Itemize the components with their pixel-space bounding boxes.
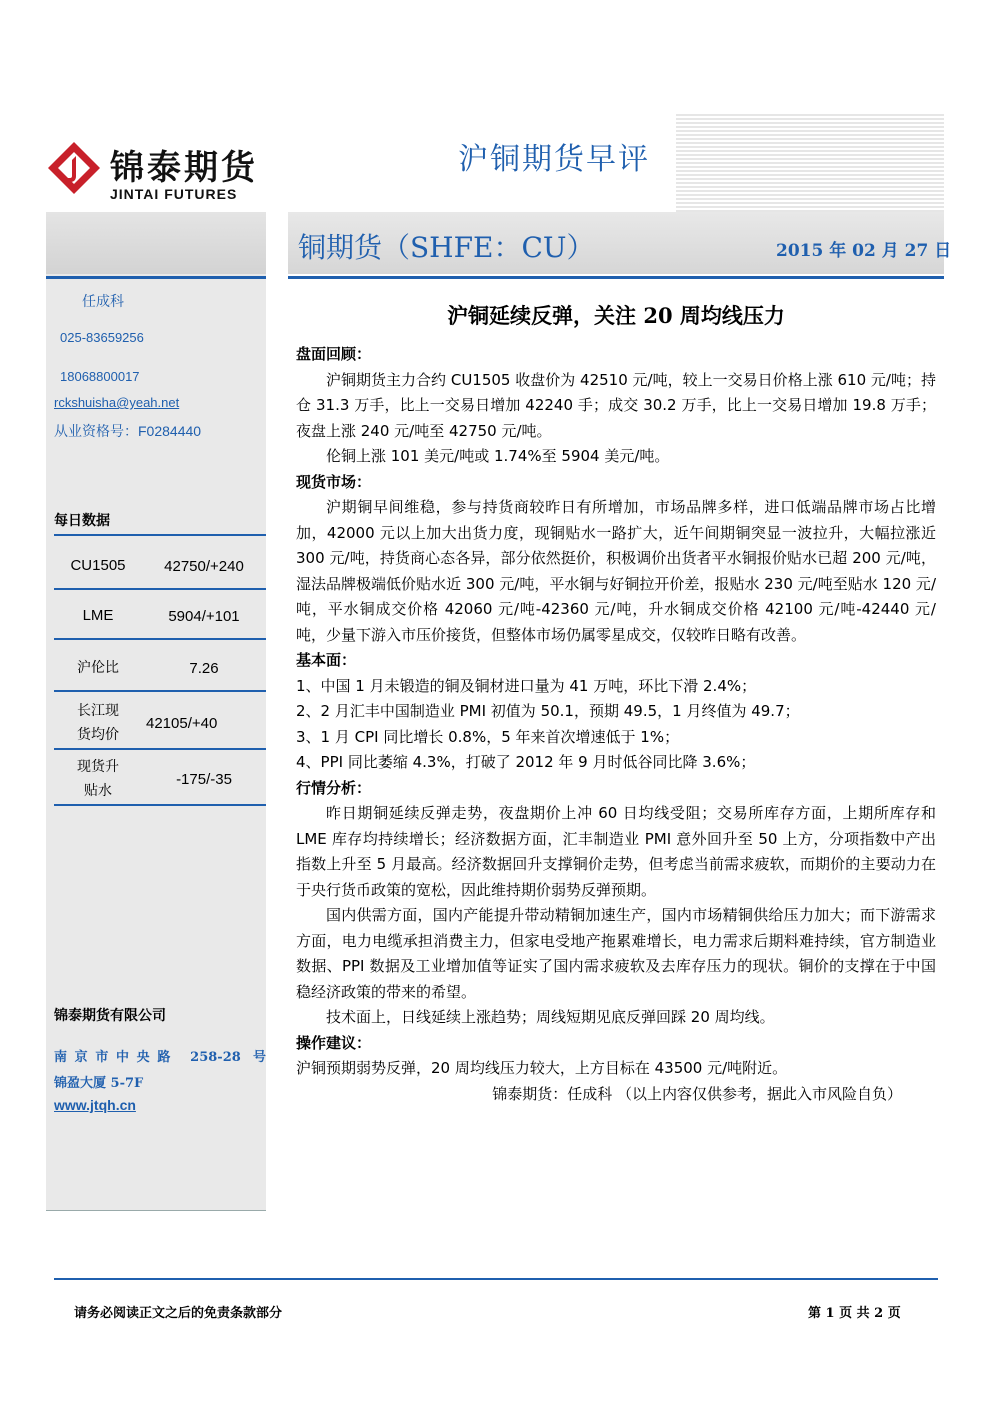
title-band-divider (288, 276, 944, 279)
logo-chinese-name: 锦泰期货 (110, 148, 258, 188)
daily-data-row (54, 646, 266, 692)
daily-data-label (54, 699, 142, 747)
company-name: 锦泰期货有限公司 (54, 1008, 166, 1024)
section-heading: 行情分析： (296, 778, 372, 797)
analyst-phone-mobile: 18068800017 (60, 369, 140, 384)
daily-data-label-line1: 现货升 (77, 759, 119, 775)
page-number: 第 1 页 共 2 页 (808, 1306, 901, 1321)
sidebar-bottom-divider (46, 1210, 266, 1211)
section-heading: 基本面： (296, 651, 357, 669)
daily-data-label-line1: 长江现 (77, 703, 119, 719)
report-title: 沪铜期货早评 (458, 142, 650, 177)
paragraph: 伦铜上涨 101 美元/吨或 1.74%至 5904 美元/吨。 (326, 447, 670, 465)
daily-data-value: 5904/+101 (168, 607, 240, 625)
section-heading: 现货市场： (296, 472, 372, 491)
list-item: 3、1 月 CPI 同比增长 0.8%，5 年来首次增速低于 1%； (296, 727, 680, 746)
paragraph: 昨日期铜延续反弹走势，夜盘期价上冲 60 日均线受阻；交易所库存方面，上期所库存和 LME 库存均持续增长；经济数据方面，汇丰制造业 PMI 意外回升至 50 上方，分项指数中产出指数上升至 5 月最高。经济数据回升支撑铜价走势，但考虑当前需求疲软，而期价的主要动力在于央行货币政策的宽松，因此维持期价弱势反弹预期。 (296, 804, 936, 899)
commodity-title: 铜期货（SHFE：CU） (298, 231, 595, 264)
daily-data-row (54, 754, 266, 806)
list-item: 2、2 月汇丰中国制造业 PMI 初值为 50.1，预期 49.5，1 月终值为 49.7； (296, 702, 800, 720)
logo-english-name: JINTAI FUTURES (110, 186, 238, 202)
footer-disclaimer: 请务必阅读正文之后的免责条款部分 (74, 1306, 283, 1321)
jintai-logo-icon (46, 140, 102, 196)
paragraph: 沪铜预期弱势反弹，20 周均线压力较大，上方目标在 43500 元/吨附近。 (296, 1059, 788, 1077)
analyst-license: 从业资格号：F0284440 (54, 423, 202, 439)
daily-data-label: 沪伦比 (77, 660, 119, 676)
daily-data-value: 42750/+240 (164, 557, 244, 575)
paragraph: 沪铜期货主力合约 CU1505 收盘价为 42510 元/吨，较上一交易日价格上涨 610 元/吨；持仓 31.3 万手，比上一交易日增加 42240 手；成交 30.2 万手，比上一交易日增加 19.8 万手；夜盘上涨 240 元/吨至 42750 元/吨。 (296, 370, 936, 440)
daily-data-value: -175/-35 (176, 770, 232, 788)
sidebar-top-band (46, 212, 266, 274)
footer-divider (54, 1278, 938, 1280)
section-heading: 盘面回顾： (296, 345, 372, 363)
section-heading: 操作建议： (296, 1033, 372, 1052)
analyst-name: 任成科 (82, 293, 124, 309)
daily-data-label-line2: 货均价 (77, 727, 119, 743)
analyst-email-link[interactable]: rckshuisha@yeah.net (54, 395, 180, 410)
daily-data-top-rule (54, 534, 266, 536)
daily-data-label: LME (82, 607, 114, 624)
signature: 锦泰期货：任成科 （以上内容仅供参考，据此入市风险自负） (492, 1084, 902, 1103)
analyst-phone-office: 025-83659256 (60, 330, 144, 345)
header-stripe-decoration (676, 114, 944, 212)
daily-data-row (54, 698, 266, 750)
list-item: 4、PPI 同比萎缩 4.3%，打破了 2012 年 9 月时低谷同比降 3.6%； (296, 753, 756, 771)
report-date: 2015 年 02 月 27 日 (776, 241, 952, 261)
company-address-line2: 锦盈大厦 5-7F (54, 1076, 144, 1091)
daily-data-row (54, 594, 266, 640)
daily-data-label-line2: 贴水 (84, 783, 112, 799)
article-body (296, 342, 936, 1107)
daily-data-value: 42105/+40 (146, 714, 218, 732)
daily-data-label: CU1505 (70, 557, 126, 574)
paragraph: 沪期铜早间维稳，参与持货商较昨日有所增加，市场品牌多样，进口低端品牌市场占比增加，42000 元以上加大出货力度，现铜贴水一路扩大，近午间期铜突显一波拉升，大幅拉涨近 300 元/吨，持货商心态各异，部分依然挺价，积极调价出货者平水铜报价贴水已超 200 元/吨，湿法品牌极端低价贴水近 300 元/吨，平水铜与好铜拉开价差，报贴水 230 元/吨至贴水 120 元/吨，平水铜成交价格 42060 元/吨-42360 元/吨，升水铜成交价格 42100 元/吨-42440 元/吨，少量下游入市压价接货，但整体市场仍属零星成交，仅较昨日略有改善。 (296, 498, 936, 644)
daily-data-row (54, 544, 266, 590)
daily-data-title: 每日数据 (54, 513, 110, 529)
company-address-line1: 南京市中央路 258-28 号 (54, 1050, 266, 1065)
daily-data-value: 7.26 (189, 659, 219, 677)
company-website-link[interactable]: www.jtqh.cn (54, 1097, 136, 1113)
paragraph: 技术面上，日线延续上涨趋势；周线短期见底反弹回踩 20 周均线。 (326, 1008, 775, 1026)
sidebar-divider (46, 276, 266, 279)
daily-data-label (54, 755, 142, 803)
article-headline: 沪铜延续反弹，关注 20 周均线压力 (447, 303, 785, 328)
paragraph: 国内供需方面，国内产能提升带动精铜加速生产，国内市场精铜供给压力加大；而下游需求方面，电力电缆承担消费主力，但家电受地产拖累难增长，电力需求后期料难持续，官方制造业数据、PPI 数据及工业增加值等证实了国内需求疲软及去库存压力的现状。铜价的支撑在于中国稳经济政策的带来的希望。 (296, 906, 936, 1001)
list-item: 1、中国 1 月未锻造的铜及铜材进口量为 41 万吨，环比下滑 2.4%； (296, 676, 757, 695)
